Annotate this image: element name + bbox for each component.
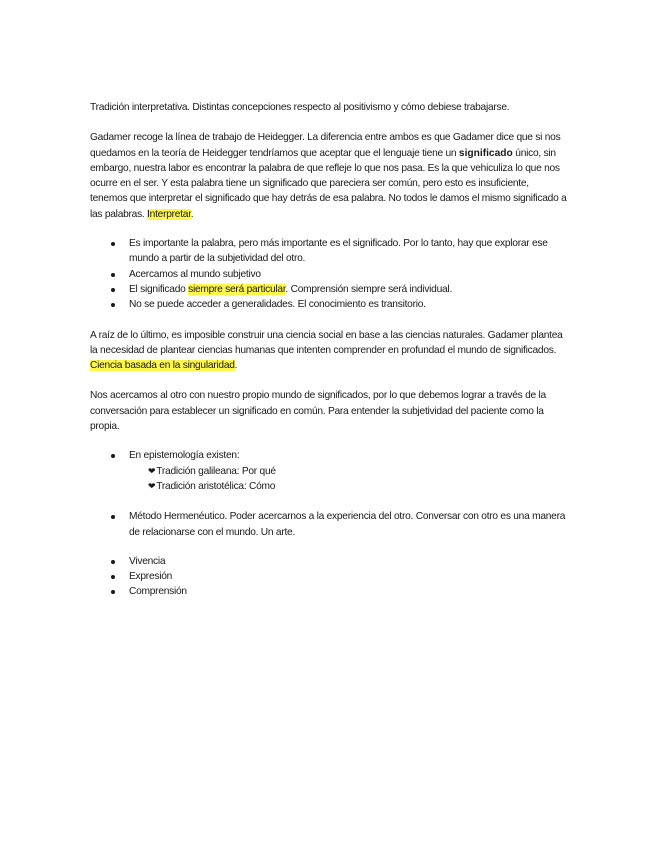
paragraph-text: Gadamer recoge la línea de trabajo de Heidegger. La diferencia entre ambos es que Gadamer dice que si nos quedamos en la teoría de Heidegger tendríamos que aceptar que el lenguaje tiene un [90,132,561,159]
list-item: No se puede acceder a generalidades. El conocimiento es transitorio. [90,297,568,312]
paragraph-otro: Nos acercamos al otro con nuestro propio mundo de significados, por lo que debemos lograr a través de la conversación para establecer un significado en común. Para entender la subjetividad del paciente como la propia. [90,390,546,433]
paragraph-text: . [234,360,238,372]
document-body [90,100,568,600]
bold-term: significado [458,147,513,159]
list-item: Expresión [90,569,568,584]
list-item: Acercamos al mundo subjetivo [90,267,568,282]
sub-list-text: Tradición galileana: Por qué [156,465,276,477]
list-item-text: En epistemología existen: [129,450,240,462]
spacer [90,494,568,509]
list-item-text: . Comprensión siempre será individual. [285,283,453,295]
bullet-list-epistemologia [90,448,568,494]
sub-list-item [148,479,568,494]
bullet-list-significado [90,236,568,312]
list-item: Es importante la palabra, pero más importante es el significado. Por lo tanto, hay que explorar ese mundo a partir de la subjetividad del otro. [90,236,568,267]
highlighted-term: Ciencia basada en la singularidad [90,360,235,372]
highlighted-term: Interpretar [147,208,191,220]
paragraph-text: . [190,208,194,220]
list-item [90,282,568,297]
paragraph-text: A raíz de lo último, es imposible construir una ciencia social en base a las ciencias naturales. Gadamer plantea la necesidad de plantear ciencias humanas que intenten comprender en profundad el mundo de significados. [90,329,563,356]
paragraph-ciencia [90,328,568,374]
title-line: Tradición interpretativa. Distintas concepciones respecto al positivismo y cómo debiese trabajarse. [90,102,510,113]
list-item: Comprensión [90,584,568,599]
sub-list-text: Tradición aristotélica: Cómo [156,480,276,492]
list-item: Vivencia [90,554,568,569]
paragraph-text: único, sin embargo, nuestra labor es encontrar la palabra de que refleje lo que nos pasa. Es la que vehiculiza lo que nos ocurre en el ser. Y esta palabra tiene un significado que pareciera ser común, pero esto es insuficiente, tenemos que interpretar el significado que hay detrás de esa palabra. No todos le damos el mismo significado a las palabras. [90,147,567,220]
sub-list-item [148,464,568,479]
paragraph-gadamer [90,130,568,222]
bullet-list-conceptos [90,554,568,600]
sub-list [129,464,568,495]
list-item [90,448,568,494]
heart-icon: ❤ [148,480,156,491]
list-item-text: El significado [129,283,189,295]
heart-icon: ❤ [148,465,156,476]
bullet-list-metodo [90,509,568,540]
highlighted-term: siempre será particular [188,283,286,295]
list-item: Método Hermenéutico. Poder acercarnos a la experiencia del otro. Conversar con otro es una manera de relacionarse con el mundo. Un arte. [90,509,568,540]
